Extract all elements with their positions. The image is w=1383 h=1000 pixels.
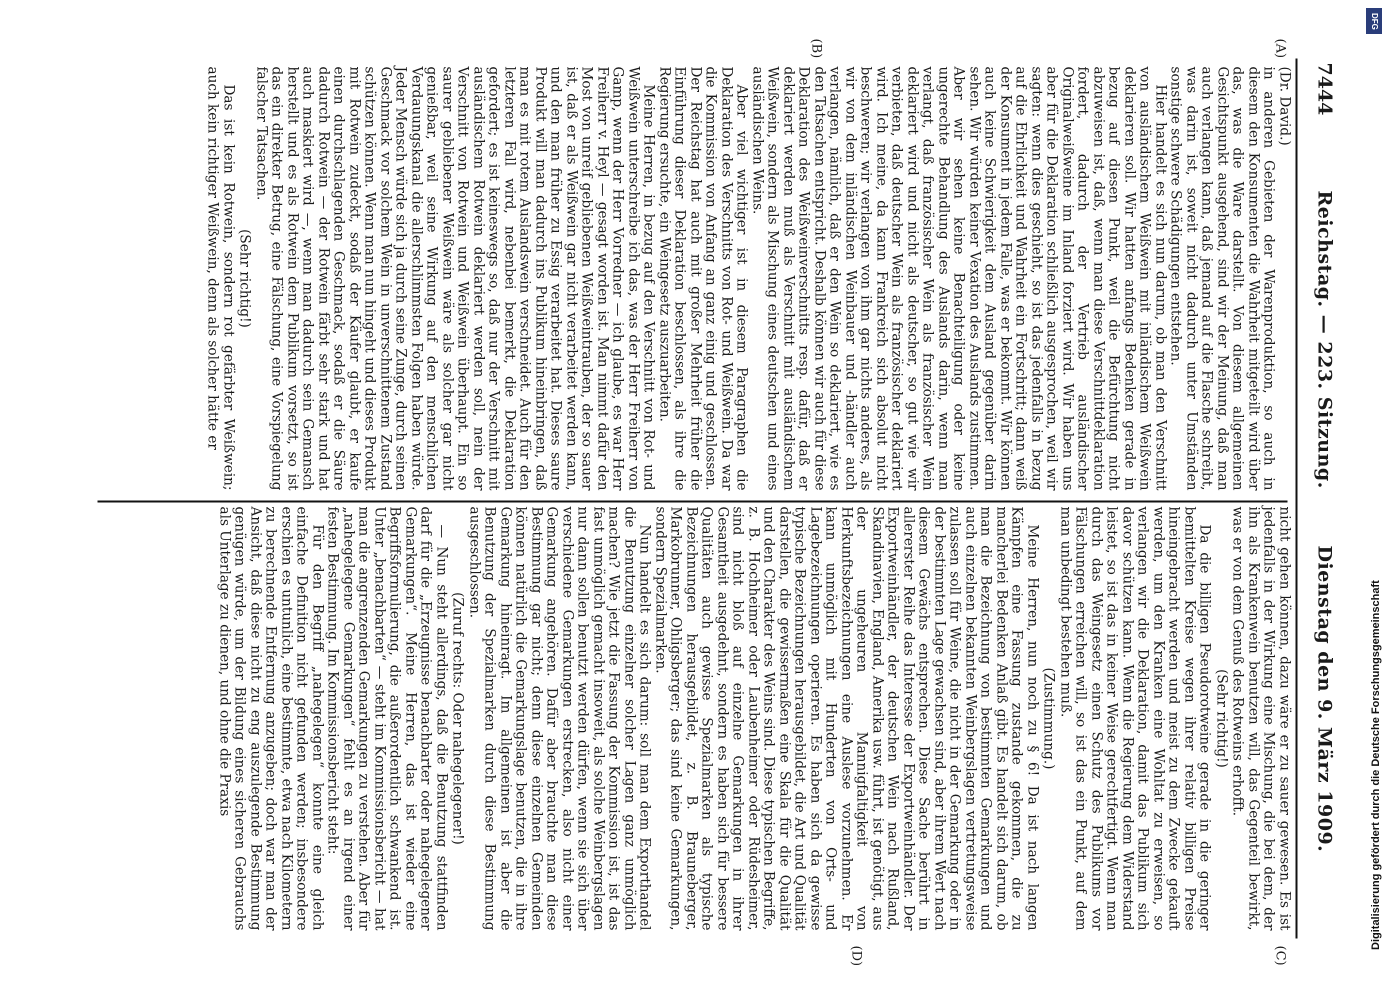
speaker-label: (Dr. David.) — [1276, 66, 1292, 146]
quotation: Für den Begriff „nahegelegen“ konnte eine gleich einfache Definition nicht gefunden werden; insbesondere erschien es untunlich, eine bestimmte, etwa nach Kilometern zu berechnende Entfernung anzugeben; doch war man der Ansicht, daß diese nicht zu eng auszulegende Bestimmung genügen würde, um der Bildung eines sicheren Gebrauchs als Unterlage zu dienen, und ohne die Praxis — [216, 506, 325, 930]
margin-marker-d: (D) — [848, 945, 863, 966]
paragraph: nicht gehen können, dazu wäre er zu sauer gewesen. Es ist jedenfalls in der Wirkung eine Mischung, die bei dem, der ihn als Krankenwein benutzen will, das Gegenteil bewirkt, was er von dem Genuß des Rotweins erhofft. — [1229, 506, 1292, 930]
paragraph: Meine Herren, nun noch zu § 6! Da ist nach langen Kämpfen eine Fassung zustande gekommen, die zu mancherlei Bedenken Anlaß gibt. Es handelt sich darum, ob man die Bezeichnung von bestimmten Gemarkungen und auch einzelnen bekannten Weinbergslagen vertretungsweise zulassen soll für Weine, die nicht in der Gemarkung oder in der bestimmten Lage gewachsen sind, aber ihrem Wert nach diesem Gewächs entsprechen. Diese Sache berührt in allererster Reihe das Interesse der Exportweinhändler. Der Exportweinhändler, der deutschen Wein nach Rußland, Skandinavien, England, Amerika usw. führt, ist genötigt, aus der ungeheuren Mannigfaltigkeit von Herkunftsbezeichnungen eine Auslese vorzunehmen. Er kann unmöglich mit Hunderten von Orts- und Lagebezeichnungen operieren. Es haben sich da gewisse typische Bezeichnungen herausgebildet, die Art und Qualität darstellen, die gewissermaßen eine Skala für die Qualität und den Charakter des Weins sind. Diese typischen Begriffe, z. B. Hochheimer oder Laubenheimer oder Rüdesheimer, sind nicht bloß auf einzelne Gemarkungen in ihrer Gesamtheit ausgedehnt, sondern es haben sich für bessere Qualitäten auch gewisse Spezialmarken als typische Bezeichnungen herausgebildet, z. B. Brauneberger, Markobrunner, Ohligsberger; das sind keine Gemarkungen, sondern Spezialmarken. — [652, 506, 1040, 930]
digitization-credit: Digitalisierung gefördert durch die Deutsche Forschungsgemeinschaft — [1370, 580, 1382, 950]
margin-marker-c: (C) — [1272, 945, 1287, 966]
paragraph: Hier handelt es sich nun darum, ob man den Verschnitt von ausländischem Weißwein mit inländischem Weißwein deklarieren soll. Wir hatten anfangs Bedenken gerade in bezug auf diesen Punkt, weil die Befürchtung nicht abzuweisen ist, daß, wenn man diese Verschnittdeklaration fordert, dadurch der Vertrieb ausländischer Originalweißweine im Inland forziert wird. Wir haben uns aber für die Deklaration schließlich ausgesprochen, weil wir sagten: wenn dies geschieht, so ist das jedenfalls in bezug auf die Ehrlichkeit und Wahrheit ein Fortschritt; dann weiß der Konsument in jedem Falle, was er bekommt. Wir können auch keine Schwierigkeit dem Ausland gegenüber darin sehen. Wir würden keiner Vexation des Auslands zustimmen. Aber wir sehen keine Benachteiligung oder keine ungerechte Behandlung des Auslands darin, wenn man verlangt, daß französischer Wein als französischer Wein deklariert wird und nicht als deutscher, so gut wie wir verbieten, daß deutscher Wein als französischer deklariert wird. Ich meine, da kann Frankreich sich absolut nicht beschweren; wir verlangen von ihm gar nichts anderes, als wir von dem inländischen Weinbauer und -händler auch verlangen, nämlich, daß er den Wein so deklariert, wie es den Tatsachen entspricht. Deshalb können wir auch für diese Deklaration des Weißweinverschnitts resp. dafür, daß er deklariert werden muß als Verschnitt mit ausländischem Weißwein, sondern als Mischung eines deutschen und eines ausländischen Weins. — [749, 66, 1168, 490]
interjection: (Sehr richtig!) — [1213, 668, 1229, 768]
column-divider — [97, 500, 1287, 502]
header-left-title: Reichstag. — 223. Sitzung. — [1313, 190, 1335, 489]
interjection: (Zustimmung.) — [1040, 667, 1057, 769]
header-right-title: Dienstag den 9. März 1909. — [1313, 545, 1335, 852]
page-header — [1301, 0, 1335, 1000]
paragraph: Nun handelt es sich darum: soll man dem Exporthandel die Benutzung einzelner solcher Lagen ganz unmöglich machen? Wie jetzt die Fassung der Kommission ist, ist das fast unmöglich gemacht insoweit, als solche Weinbergslagen nur dann sollen benutzt werden dürfen, wenn sie sich über verschiedene Gemarkungen erstrecken, also nicht einer Gemarkung angehören. Dafür aber brauchte man diese Bestimmung gar nicht; denn diese einzelnen Gemeinden können natürlich die Gemarkungslage benutzen, die in ihre Gemarkung hineinragt. Im allgemeinen ist aber die Benutzung der Spezialmarken durch diese Bestimmung ausgeschlossen. — [466, 506, 653, 930]
margin-marker-a: (A) — [1272, 38, 1287, 58]
paragraph: — Nun steht allerdings, daß die Benutzung stattfinden darf für die „Erzeugnisse benachbarter oder nahegelegener Gemarkungen“. Meine Herren, das ist wieder eine Begriffsformulierung, die außerordentlich schwankend ist. Unter „benachbarten“ — steht im Kommissionsbericht — hat man die angrenzenden Gemarkungen zu verstehen. Aber für „nahegelegene Gemarkungen“ fehlt es an irgend einer festen Bestimmung. Im Kommissionsbericht steht: — [324, 506, 449, 930]
paragraph: Aber viel wichtiger ist in diesem Paragraphen die Deklaration des Verschnitts von Rot- und Weißwein. Da war die Kommission von Anfang an ganz einig und geschlossen. Der Reichstag hat auch mit großer Mehrheit früher die Einführung dieser Deklaration beschlossen, als ihre die Regierung ersuchte, ein Weingesetz auszuarbeiten. — [656, 66, 750, 490]
dfg-stamp: DFG — [1366, 8, 1382, 34]
left-text-column — [204, 66, 1291, 490]
page-number: 7444 — [1313, 62, 1335, 115]
paragraph: Meine Herren, in bezug auf den Verschnitt von Rot- und Weißwein unterschreibe ich das, was der Herr Freiherr von Gamp, wenn der Herr Vorredner — ich glaube, es war Herr Freiherr v. Heyl — gesagt worden ist. Man nimmt dafür den Most von unreif gebliebenen Weißweintrauben, der so sauer ist, daß er als Weißwein gar nicht verarbeitet werden kann, und den man früher zu Essig verarbeitet hat. Dieses saure Produkt will man dadurch ins Publikum hineinbringen, daß man es mit rotem Auslandswein verschneidet. Auch für den letzteren Fall wird, nebenbei bemerkt, die Deklaration gefordert; es ist keineswegs so, daß nur der Verschnitt mit ausländischem Rotwein deklariert werden soll, nein der Verschnitt von Rotwein und Weißwein überhaupt. Ein so saurer gebliebener Weißwein wäre als solcher gar nicht genießbar, weil seine Wirkung auf den menschlichen Verdauungskanal die allerschlimmsten Folgen haben würde. Jeder Mensch würde sich ja durch seine Zunge, durch seinen Geschmack vor solchem Wein in unverschnittenem Zustand schützen können. Wenn man nun hingeht und dieses Produkt mit Rotwein zudeckt, sodaß der Käufer glaubt, er kaufe einen durchschlagenden Geschmack, sodaß er die Säure dadurch Rotwein — der Rotwein färbt sehr stark und hat auch maskiert wird —, wenn man dadurch sein Gemansch herstellt und es als Rotwein dem Publikum vorsetzt, so ist das ein direkter Betrug, eine Fälschung, eine Vorspiegelung falscher Tatsachen. — [253, 66, 657, 490]
paragraph: in anderen Gebieten der Warenproduktion, so auch in diesem den Konsumenten die Wahrheit mitgeteilt wird über das, was die Ware darstellt. Von diesem allgemeinen Gesichtspunkt ausgehend, sind wir der Meinung, daß man auch verlangen kann, daß jemand auf die Flasche schreibt, was darin ist, soweit nicht dadurch unter Umständen sonstige schwere Schädigungen entstehen. — [1167, 66, 1277, 490]
interjection: (Zuruf rechts: Oder nahegelegener!) — [449, 591, 466, 845]
paragraph: Da die billigen Pseudorotweine gerade in die geringer bemittelten Kreise wegen ihrer relativ billigen Preise hineingebracht werden und meist zu dem Zwecke gekauft werden, um den Kranken eine Wohltat zu erweisen, so verlangen wir die Deklaration, damit das Publikum sich davor schützen kann. Wenn die Regierung dem Widerstand leistet, so ist das in keiner Weise gerechtfertigt. Wenn man durch das Weingesetz einen Schutz des Publikums vor Fälschungen erreichen will, so ist das ein Punkt, auf dem man unbedingt bestehen muß. — [1057, 506, 1213, 930]
header-rule — [1295, 58, 1297, 938]
right-text-column — [216, 506, 1292, 930]
margin-marker-b: (B) — [808, 38, 823, 58]
interjection: (Sehr richtig!) — [236, 228, 253, 328]
paragraph: Das ist kein Rotwein, sondern rot gefärbter Weißwein; auch kein richtiger Weißwein, denn als solcher hätte er — [204, 66, 236, 490]
